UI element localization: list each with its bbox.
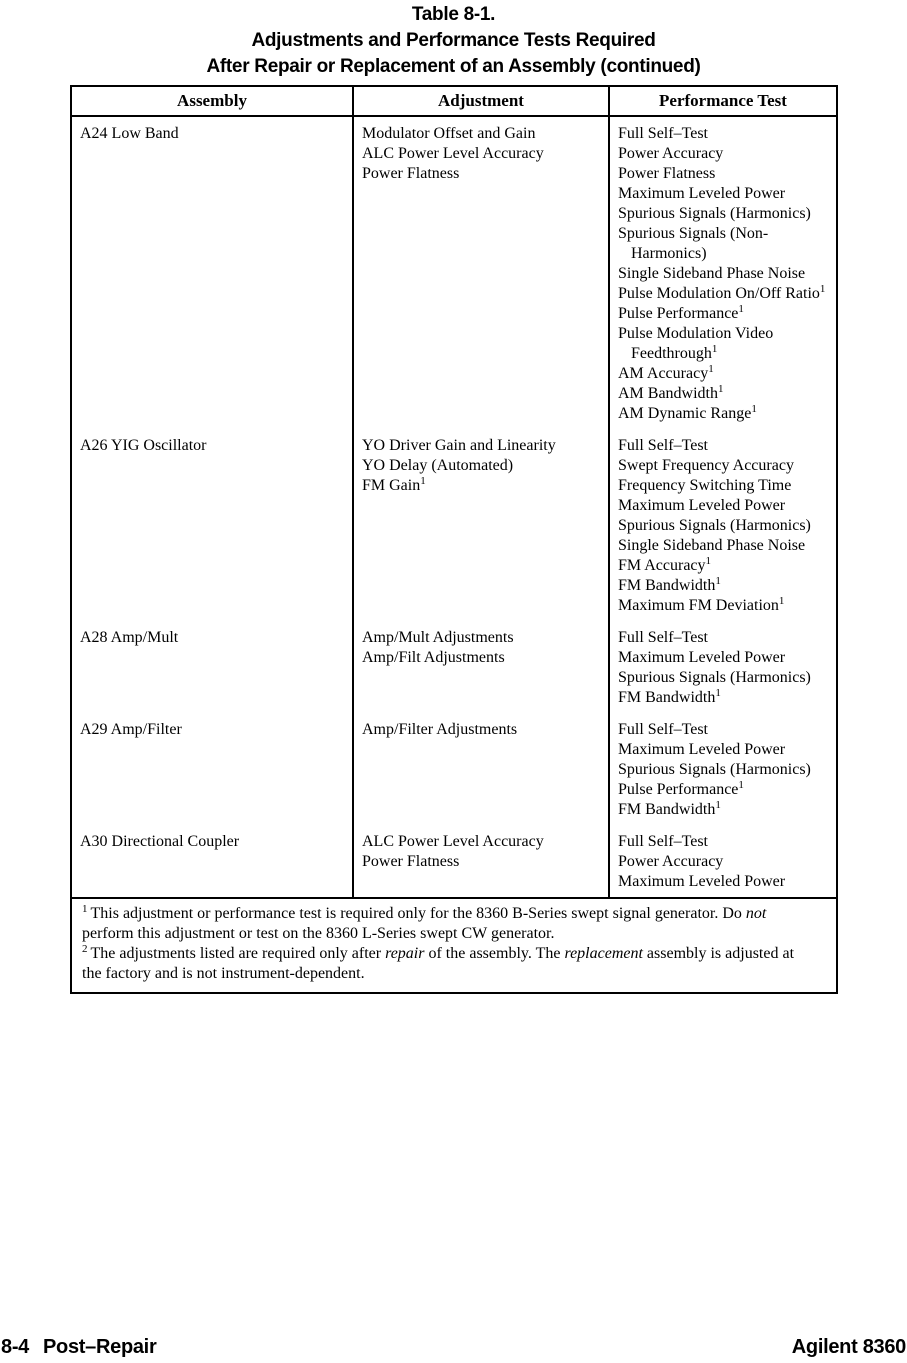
footnote-text: assembly is adjusted at the factory and is not instrument-dependent. xyxy=(82,945,795,982)
performance-test-cell xyxy=(610,713,836,825)
adjustment-item: ALC Power Level Accuracy xyxy=(362,145,544,162)
performance-test-item: Spurious Signals (Harmonics) xyxy=(618,761,811,778)
assembly-cell xyxy=(72,713,354,825)
performance-test-item: Full Self–Test xyxy=(618,629,708,646)
footnote-emphasis: replacement xyxy=(564,945,643,962)
page-footer xyxy=(0,1336,907,1358)
footnote-text: This adjustment or performance test is required only for the 8360 B-Series swept signal generator. Do xyxy=(90,905,746,922)
table-title-number: Table 8-1. xyxy=(411,4,496,25)
performance-test-item: Full Self–Test xyxy=(618,437,708,454)
performance-test-item: Spurious Signals (Harmonics) xyxy=(618,517,811,534)
adjustment-cell xyxy=(354,621,610,713)
performance-test-cell xyxy=(610,429,836,621)
performance-test-item: Full Self–Test xyxy=(618,721,708,738)
performance-test-item: Spurious Signals (Harmonics) xyxy=(618,669,811,686)
footnote-marker: 2 xyxy=(82,943,88,955)
adjustment-cell xyxy=(354,713,610,825)
performance-test-item: Frequency Switching Time xyxy=(618,477,792,494)
table-title-line3: After Repair or Replacement of an Assembly (continued) xyxy=(206,56,701,77)
adjustment-cell xyxy=(354,825,610,897)
adjustment-item: Modulator Offset and Gain xyxy=(362,125,536,142)
performance-test-item: Maximum Leveled Power xyxy=(618,185,786,202)
column-header-adjustment: Adjustment xyxy=(354,87,610,117)
footnote-reference: 1 xyxy=(738,303,744,315)
adjustment-item: YO Delay (Automated) xyxy=(362,457,514,474)
performance-test-item: Spurious Signals (Harmonics) xyxy=(618,205,811,222)
performance-test-item: Maximum Leveled Power xyxy=(618,497,786,514)
footnote-reference: 1 xyxy=(715,799,721,811)
footnote-emphasis: not xyxy=(745,905,767,922)
performance-test-item: FM Bandwidth$^1$ xyxy=(618,799,721,818)
assembly-name: A24 Low Band xyxy=(80,125,179,142)
assembly-name: A29 Amp/Filter xyxy=(80,721,182,738)
performance-test-item: AM Bandwidth$^1$ xyxy=(618,383,724,402)
performance-test-item: Maximum Leveled Power xyxy=(618,741,786,758)
footer-section-title: Post–Repair xyxy=(43,1336,157,1358)
adjustment-item: YO Driver Gain and Linearity xyxy=(362,437,556,454)
column-header-assembly: Assembly xyxy=(72,87,354,117)
performance-test-item: Swept Frequency Accuracy xyxy=(618,457,794,474)
performance-test-item: Maximum Leveled Power xyxy=(618,873,786,890)
footer-left xyxy=(0,1336,156,1358)
footnote-reference: 1 xyxy=(705,555,712,567)
performance-test-item: AM Dynamic Range$^1$ xyxy=(618,403,757,422)
footnote-reference: 1 xyxy=(778,595,785,607)
footnote-text: of the assembly. The xyxy=(424,945,565,962)
footnote-marker: 1 xyxy=(82,903,88,915)
performance-test-item: AM Accuracy$^1$ xyxy=(618,363,714,382)
footnote-reference: 1 xyxy=(751,403,757,415)
page-number: 8-4 xyxy=(1,1336,30,1358)
assembly-name: A30 Directional Coupler xyxy=(80,833,240,850)
footnote-reference: 1 xyxy=(715,687,721,699)
performance-test-item: Pulse Modulation Video Feedthrough$^1$ xyxy=(618,325,774,362)
footnote-reference: 1 xyxy=(715,575,721,587)
adjustment-item: Amp/Filt Adjustments xyxy=(362,649,505,666)
performance-test-item: FM Bandwidth$^1$ xyxy=(618,687,721,706)
performance-test-item: Full Self–Test xyxy=(618,125,708,142)
footnote-reference: 1 xyxy=(708,363,714,375)
footnote-reference: 1 xyxy=(718,383,724,395)
footnote-reference: 1 xyxy=(819,283,826,295)
assembly-cell xyxy=(72,117,354,429)
assembly-cell xyxy=(72,621,354,713)
performance-test-item: Maximum FM Deviation$^1$ xyxy=(618,595,785,614)
assembly-name: A28 Amp/Mult xyxy=(80,629,179,646)
performance-test-item: Single Sideband Phase Noise xyxy=(618,265,806,282)
performance-test-item: Power Flatness xyxy=(618,165,716,182)
footnote-text: The adjustments listed are required only after xyxy=(90,945,386,962)
footnote xyxy=(82,904,796,944)
adjustment-item: ALC Power Level Accuracy xyxy=(362,833,544,850)
performance-test-item: Power Accuracy xyxy=(618,145,724,162)
adjustment-item: Amp/Filter Adjustments xyxy=(362,721,518,738)
adjustment-cell xyxy=(354,117,610,429)
table-title xyxy=(0,2,907,80)
table-title-line2: Adjustments and Performance Tests Required xyxy=(251,30,656,51)
footnote-text: perform this adjustment or test on the 8360 L-Series swept CW generator. xyxy=(82,925,555,942)
footnote-reference: 1 xyxy=(711,343,718,355)
footnote-reference: 1 xyxy=(738,779,744,791)
footnotes-section xyxy=(72,897,836,992)
adjustment-item: Power Flatness xyxy=(362,853,460,870)
footnote xyxy=(82,944,796,984)
performance-test-item: Maximum Leveled Power xyxy=(618,649,786,666)
column-header-performance-test: Performance Test xyxy=(610,87,836,117)
performance-test-item: Power Accuracy xyxy=(618,853,724,870)
assembly-cell xyxy=(72,825,354,897)
performance-test-item: FM Bandwidth$^1$ xyxy=(618,575,721,594)
footer-doc-title: Agilent 8360 xyxy=(791,1336,906,1358)
performance-test-item: Pulse Performance$^1$ xyxy=(618,303,744,322)
assembly-cell xyxy=(72,429,354,621)
adjustment-item: Amp/Mult Adjustments xyxy=(362,629,514,646)
performance-test-item: Spurious Signals (Non-Harmonics) xyxy=(618,225,769,262)
adjustment-cell xyxy=(354,429,610,621)
performance-test-item: Pulse Performance$^1$ xyxy=(618,779,744,798)
performance-test-item: FM Accuracy$^1$ xyxy=(618,555,712,574)
adjustments-performance-table xyxy=(70,85,838,994)
performance-test-item: Full Self–Test xyxy=(618,833,708,850)
adjustment-item: Power Flatness xyxy=(362,165,460,182)
adjustment-item: FM Gain$^1$ xyxy=(362,475,426,494)
performance-test-item: Pulse Modulation On/Off Ratio$^1$ xyxy=(618,283,826,302)
assembly-name: A26 YIG Oscillator xyxy=(80,437,207,454)
footnote-reference: 1 xyxy=(420,475,426,487)
performance-test-cell xyxy=(610,825,836,897)
footnote-emphasis: repair xyxy=(385,945,425,962)
performance-test-item: Single Sideband Phase Noise xyxy=(618,537,806,554)
performance-test-cell xyxy=(610,117,836,429)
performance-test-cell xyxy=(610,621,836,713)
